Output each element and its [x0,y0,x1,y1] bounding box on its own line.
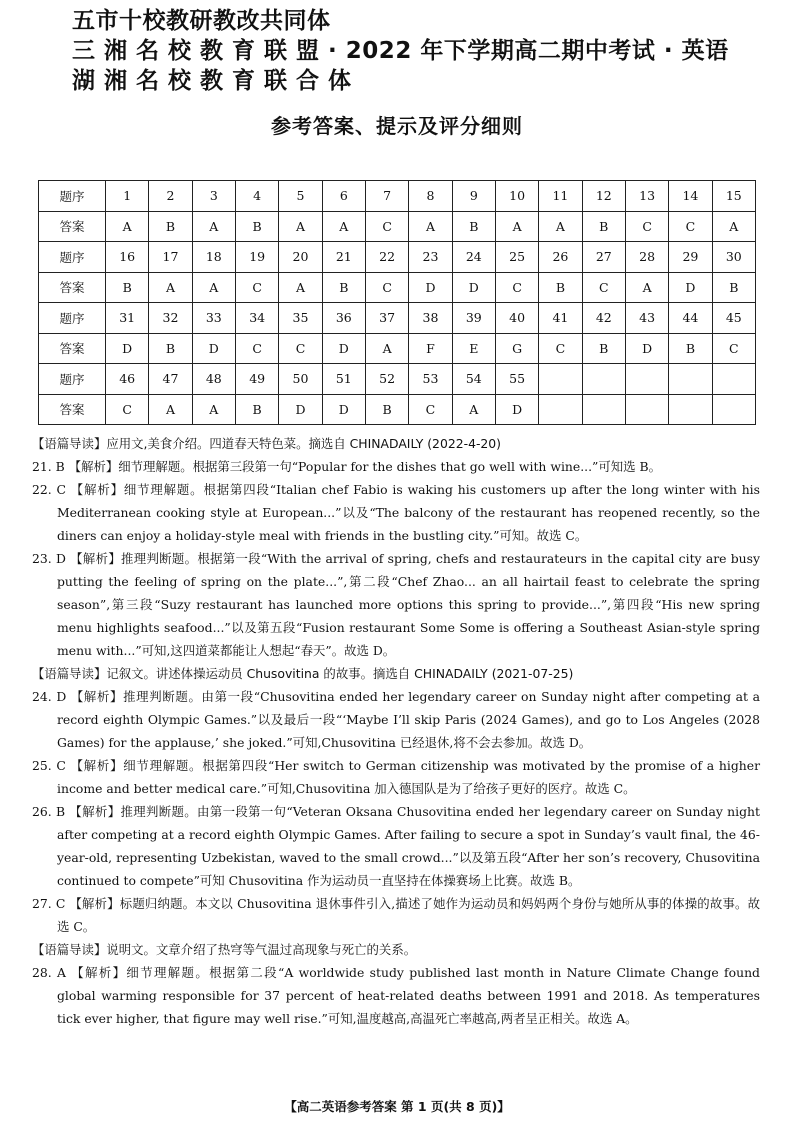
document-header [72,6,729,96]
answer-cell: B [106,272,149,303]
question-number-cell: 52 [365,364,408,395]
question-number-row [39,303,756,334]
question-number-cell: 38 [409,303,452,334]
answer-explanation: 28. A 【解析】细节理解题。根据第二段“A worldwide study published last month in Nature Climate Change found global warming responsible for 37 percent of heat-related deaths between 1991 and 2018. As temperatures tick ever higher, that figure may well rise.”可知,温度越高,高温死亡率越高,两者呈正相关。故选 A。 [32,965,760,1026]
answer-cell: D [192,333,235,364]
answer-cell: A [279,272,322,303]
answer-cell [539,394,582,425]
answer-row-label: 答案 [39,211,106,242]
question-number-cell: 5 [279,181,322,212]
question-number-cell: 23 [409,242,452,273]
answer-cell: D [322,333,365,364]
header-line-1: 五市十校教研教改共同体 [72,8,331,34]
question-number-cell: 47 [149,364,192,395]
answer-cell: B [235,211,278,242]
question-number-cell: 44 [669,303,712,334]
answer-cell: B [365,394,408,425]
question-number-cell: 30 [712,242,755,273]
question-number-cell: 48 [192,364,235,395]
answer-cell: F [409,333,452,364]
question-number-cell: 19 [235,242,278,273]
answer-cell: B [539,272,582,303]
question-number-cell: 4 [235,181,278,212]
answer-cell: C [106,394,149,425]
question-number-cell: 20 [279,242,322,273]
question-number-cell: 21 [322,242,365,273]
answer-cell: A [149,394,192,425]
question-number-cell: 24 [452,242,495,273]
question-number-cell: 8 [409,181,452,212]
answer-cell: A [192,272,235,303]
answer-cell: B [322,272,365,303]
answer-explanation: 26. B 【解析】推理判断题。由第一段第一句“Veteran Oksana Chusovitina ended her legendary career on Sunday night after competing at a record eighth Olympic Games. After failing to secure a spot in Sunday’s vault final, the 46-year-old, representing Uzbekistan, waved to the small crowd...”以及第五段“After her son’s recovery, Chusovitina continued to compete”可知 Chusovitina 作为运动员一直坚持在体操赛场上比赛。故选 B。 [32,804,760,888]
answer-row [39,211,756,242]
answer-explanation: 21. B 【解析】细节理解题。根据第三段第一句“Popular for the dishes that go well with wine...”可知选 B。 [32,459,661,474]
answer-cell: D [452,272,495,303]
question-number-cell: 31 [106,303,149,334]
question-number-cell: 34 [235,303,278,334]
answer-explanation: 24. D 【解析】推理判断题。由第一段“Chusovitina ended her legendary career on Sunday night after competing at a record eighth Olympic Games.”以及最后一段“‘Maybe I’ll skip Paris (2024 Games), and go to Los Angeles (2028 Games) for the applause,’ she joked.”可知,Chusovitina 已经退休,将不会去参加。故选 D。 [32,689,760,750]
answer-cell: D [106,333,149,364]
question-number-cell [539,364,582,395]
answer-cell: B [582,333,625,364]
answer-cell: D [279,394,322,425]
answer-cell: C [625,211,668,242]
question-number-row-label: 题序 [39,242,106,273]
question-number-cell: 10 [495,181,538,212]
answer-explanation: 22. C 【解析】细节理解题。根据第四段“Italian chef Fabio is waking his customers up after the long winter with his Mediterranean cooking style at European...”以及“The balcony of the restaurant has reopened recently, so the diners can enjoy a holiday-style meal with friends in the bustling city.”可知。故选 C。 [32,482,760,543]
question-number-cell: 29 [669,242,712,273]
question-number-cell: 1 [106,181,149,212]
answer-cell: A [192,211,235,242]
question-number-row-label: 题序 [39,303,106,334]
answer-cell: C [539,333,582,364]
answer-cell: C [582,272,625,303]
question-number-cell: 49 [235,364,278,395]
question-number-cell: 46 [106,364,149,395]
answer-explanation: 25. C 【解析】细节理解题。根据第四段“Her switch to German citizenship was motivated by the promise of a higher income and better medical care.”可知,Chusovitina 加入德国队是为了给孩子更好的医疗。故选 C。 [32,758,760,796]
question-number-cell: 39 [452,303,495,334]
question-number-cell: 41 [539,303,582,334]
answer-cell: B [452,211,495,242]
answer-cell: A [149,272,192,303]
answer-explanation: 23. D 【解析】推理判断题。根据第一段“With the arrival of spring, chefs and restaurateurs in the capital city are busy putting the feeling of spring on the plate...”,第二段“Chef Zhao... an all hairtail feast to celebrate the spring season”,第三段“Suzy restaurant has launched more options this spring to provide...”,第四段“His new spring menu highlights seafood...”以及第五段“Fusion restaurant Some Some is offering a Southeast Asian-style spring menu with...”可知,这四道菜都能让人想起“春天”。故选 D。 [32,551,760,658]
answer-cell: C [409,394,452,425]
answer-cell [625,394,668,425]
question-number-cell: 7 [365,181,408,212]
answer-cell: G [495,333,538,364]
answer-cell: B [712,272,755,303]
question-number-cell: 22 [365,242,408,273]
answer-cell: A [192,394,235,425]
answer-row-label: 答案 [39,333,106,364]
question-number-cell: 16 [106,242,149,273]
answer-row-label: 答案 [39,272,106,303]
question-number-cell: 42 [582,303,625,334]
question-number-cell: 25 [495,242,538,273]
question-number-cell: 55 [495,364,538,395]
answer-cell [669,394,712,425]
answer-row [39,272,756,303]
answer-cell: B [582,211,625,242]
answer-cell: D [495,394,538,425]
question-number-cell: 17 [149,242,192,273]
answer-cell: B [149,211,192,242]
answer-cell: A [452,394,495,425]
question-number-cell: 43 [625,303,668,334]
question-number-cell: 6 [322,181,365,212]
answer-cell: D [322,394,365,425]
answer-cell: C [235,333,278,364]
answer-cell: C [365,211,408,242]
question-number-cell: 3 [192,181,235,212]
question-number-cell: 26 [539,242,582,273]
question-number-cell: 36 [322,303,365,334]
answer-cell [582,394,625,425]
question-number-cell: 33 [192,303,235,334]
question-number-cell [625,364,668,395]
answer-cell: C [235,272,278,303]
question-number-cell: 14 [669,181,712,212]
question-number-cell: 28 [625,242,668,273]
answer-cell: A [279,211,322,242]
explanations [32,432,760,1030]
passage-intro: 【语篇导读】应用文,美食介绍。四道春天特色菜。摘选自 CHINADAILY (2022-4-20) [32,436,502,451]
question-number-cell: 2 [149,181,192,212]
question-number-cell: 35 [279,303,322,334]
question-number-row [39,242,756,273]
answer-cell: B [149,333,192,364]
answer-cell: D [669,272,712,303]
answer-cell: B [669,333,712,364]
question-number-cell: 50 [279,364,322,395]
question-number-cell: 12 [582,181,625,212]
page-footer: 【高二英语参考答案 第 1 页(共 8 页)】 [284,1099,510,1114]
document-subtitle: 参考答案、提示及评分细则 [271,114,523,138]
header-line-2: 三 湘 名 校 教 育 联 盟 · 2022 年下学期高二期中考试 · 英语 [72,38,729,64]
question-number-cell: 15 [712,181,755,212]
question-number-cell: 45 [712,303,755,334]
header-line-3: 湖 湘 名 校 教 育 联 合 体 [72,68,352,94]
answer-cell: C [365,272,408,303]
question-number-cell: 11 [539,181,582,212]
question-number-cell: 27 [582,242,625,273]
passage-intro: 【语篇导读】说明文。文章介绍了热穹等气温过高现象与死亡的关系。 [32,942,417,957]
question-number-cell: 40 [495,303,538,334]
answer-cell: A [322,211,365,242]
question-number-cell [712,364,755,395]
answer-cell: D [409,272,452,303]
question-number-cell: 13 [625,181,668,212]
answer-row-label: 答案 [39,394,106,425]
answer-cell: A [409,211,452,242]
answer-explanation: 27. C 【解析】标题归纳题。本文以 Chusovitina 退休事件引入,描述了她作为运动员和妈妈两个身份与她所从事的体操的故事。故选 C。 [32,896,760,934]
answer-row [39,394,756,425]
question-number-cell: 9 [452,181,495,212]
question-number-cell: 51 [322,364,365,395]
answer-cell: A [495,211,538,242]
answer-table [38,180,756,425]
question-number-row [39,181,756,212]
answer-cell: C [712,333,755,364]
question-number-cell: 18 [192,242,235,273]
question-number-cell: 32 [149,303,192,334]
question-number-cell: 37 [365,303,408,334]
question-number-cell [669,364,712,395]
answer-cell: C [669,211,712,242]
question-number-cell: 54 [452,364,495,395]
answer-cell: B [235,394,278,425]
question-number-cell [582,364,625,395]
question-number-row [39,364,756,395]
answer-cell: C [279,333,322,364]
answer-row [39,333,756,364]
answer-cell: A [539,211,582,242]
answer-cell: A [106,211,149,242]
question-number-cell: 53 [409,364,452,395]
answer-cell [712,394,755,425]
question-number-row-label: 题序 [39,181,106,212]
answer-cell: A [712,211,755,242]
answer-cell: E [452,333,495,364]
question-number-row-label: 题序 [39,364,106,395]
answer-cell: D [625,333,668,364]
answer-cell: A [365,333,408,364]
passage-intro: 【语篇导读】记叙文。讲述体操运动员 Chusovitina 的故事。摘选自 CHINADAILY (2021-07-25) [32,666,574,681]
answer-cell: A [625,272,668,303]
answer-cell: C [495,272,538,303]
